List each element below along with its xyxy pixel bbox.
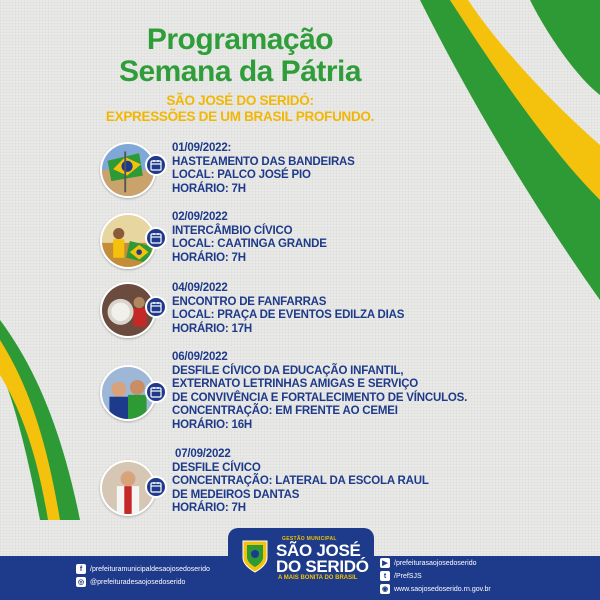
page-title-line1: Programação <box>146 23 334 56</box>
event-title: HASTEAMENTO DAS BANDEIRAS <box>172 155 355 168</box>
calendar-icon <box>145 381 167 403</box>
event-time: HORÁRIO: 7H <box>172 251 246 264</box>
twitter-icon: t <box>380 571 390 581</box>
municipal-seal-icon <box>240 538 270 574</box>
event-date: 01/09/2022: <box>172 142 232 154</box>
event-time: HORÁRIO: 7H <box>172 502 246 514</box>
instagram-link[interactable] <box>76 577 185 587</box>
event-details <box>172 211 327 265</box>
calendar-icon <box>145 154 167 176</box>
logo-tagline: A MAIS BONITA DO BRASIL <box>278 575 358 581</box>
event-details <box>172 142 355 196</box>
youtube-handle: /prefeiturasaojosedoserido <box>394 559 477 567</box>
event-date: 04/09/2022 <box>172 282 228 294</box>
twitter-handle: /PrefSJS <box>394 572 422 580</box>
flag-ribbon-bottom-left <box>0 320 90 520</box>
event-details <box>172 351 467 432</box>
event-title: DESFILE CÍVICO DA EDUCAÇÃO INFANTIL, <box>172 364 404 377</box>
twitter-link[interactable] <box>380 571 422 581</box>
flag-ribbon-top-right <box>410 0 600 300</box>
globe-icon: ◉ <box>381 586 389 593</box>
logo-small-text: GESTÃO MUNICIPAL <box>282 536 337 542</box>
instagram-handle: @prefeituradesaojosedoserido <box>90 578 186 586</box>
event-date: 02/09/2022 <box>172 211 228 223</box>
event-location-cont: DE MEDEIROS DANTAS <box>172 488 300 501</box>
event-title-cont: EXTERNATO LETRINHAS AMIGAS E SERVIÇO <box>172 378 419 390</box>
youtube-link[interactable] <box>380 558 477 568</box>
event-details <box>172 282 404 336</box>
event-date: 07/09/2022 <box>172 448 231 460</box>
event-location: CONCENTRAÇÃO: EM FRENTE AO CEMEI <box>172 405 398 417</box>
facebook-icon: f <box>76 564 86 574</box>
calendar-icon <box>145 227 167 249</box>
event-details <box>172 448 429 516</box>
subtitle-line2: EXPRESSÕES DE UM BRASIL PROFUNDO. <box>105 109 375 124</box>
event-time: HORÁRIO: 7H <box>172 182 246 195</box>
event-location: LOCAL: CAATINGA GRANDE <box>172 238 327 250</box>
facebook-link[interactable] <box>76 564 210 574</box>
youtube-icon: ▶ <box>380 558 390 568</box>
calendar-icon <box>145 476 167 498</box>
subtitle-line1: SÃO JOSÉ DO SERIDÓ: <box>166 93 314 108</box>
event-location: CONCENTRAÇÃO: LATERAL DA ESCOLA RAUL <box>172 475 429 487</box>
page-title-line2: Semana da Pátria <box>118 55 362 88</box>
event-date: 06/09/2022 <box>172 351 228 363</box>
event-title: ENCONTRO DE FANFARRAS <box>172 295 327 308</box>
logo-name-line2: DO SERIDÓ <box>276 557 369 576</box>
event-title: DESFILE CÍVICO <box>172 461 261 474</box>
event-location: LOCAL: PALCO JOSÉ PIO <box>172 169 311 181</box>
event-title: INTERCÂMBIO CÍVICO <box>172 224 293 237</box>
event-location: LOCAL: PRAÇA DE EVENTOS EDILZA DIAS <box>172 309 405 321</box>
website-url: www.saojosedoserido.rn.gov.br <box>394 585 491 593</box>
event-time: HORÁRIO: 17H <box>172 322 253 335</box>
calendar-icon <box>145 296 167 318</box>
facebook-handle: /prefeituramunicipaldesaojosedoserido <box>90 565 210 573</box>
instagram-icon: ◎ <box>77 579 85 586</box>
website-link[interactable] <box>380 584 491 594</box>
event-title-cont: DE CONVIVÊNCIA E FORTALECIMENTO DE VÍNCULOS. <box>172 391 468 404</box>
event-time: HORÁRIO: 16H <box>172 418 253 431</box>
logo-name-line1: SÃO JOSÉ <box>276 541 361 560</box>
